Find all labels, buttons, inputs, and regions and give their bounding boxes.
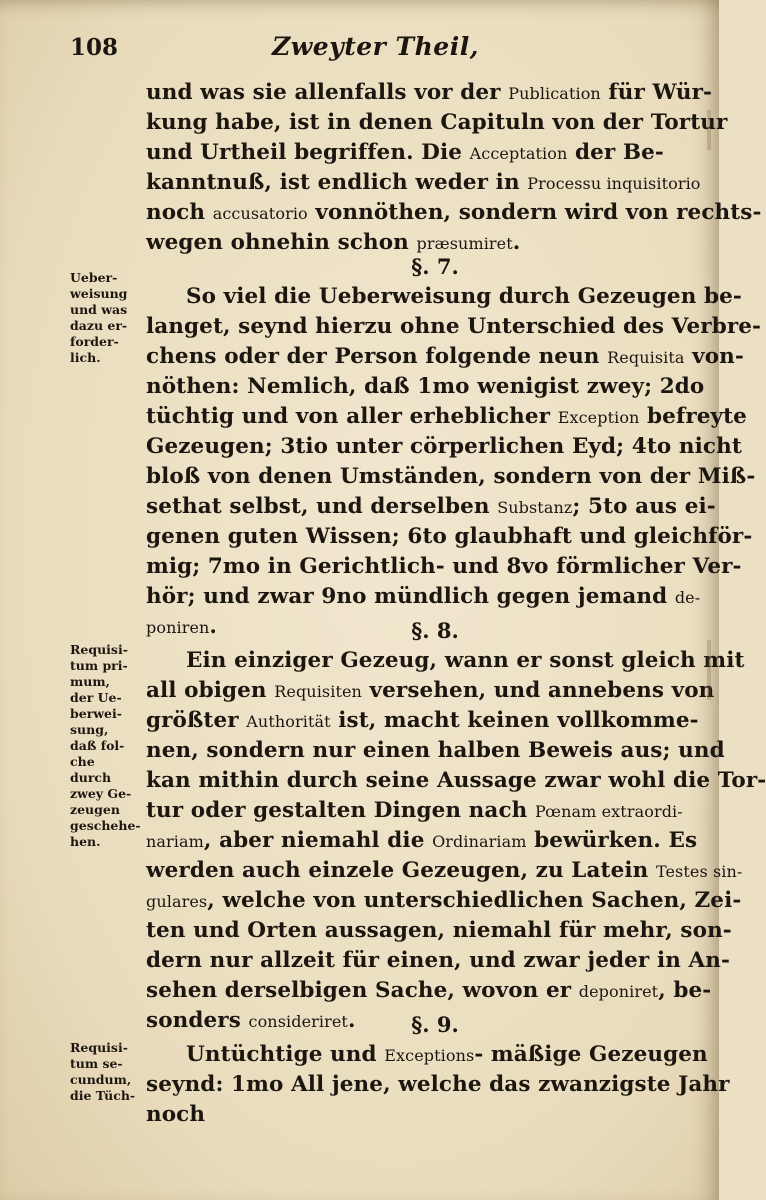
text-line [146,462,756,492]
text-line [146,916,732,946]
text-segment: chens oder der Person folgende neun [146,344,608,369]
text-line [146,282,742,312]
latin-term: Substanz [497,498,573,517]
text-segment: . [209,614,218,639]
latin-term: deponiret [578,982,659,1001]
latin-term: Ordinariam [432,832,527,851]
latin-term: Publication [508,84,601,103]
text-segment: So viel die Ueberweisung durch Gezeugen be- [186,284,742,309]
section-7 [146,252,762,642]
text-segment: kanntnuß, ist endlich weder in [146,170,528,195]
section-7-mark: §. 7. [411,254,459,279]
latin-term: Pœnam extraordi- [534,802,683,821]
latin-term: Authorität [246,712,331,731]
text-line [146,706,699,736]
latin-term: Exception [557,408,640,427]
margin-note-line: und was [70,302,128,317]
margin-note-line: daß fol- [70,738,125,753]
text-segment: von- [684,344,744,369]
text-line [146,198,762,228]
margin-note-line: mum, [70,674,110,689]
text-line [146,78,713,108]
text-line [146,582,701,612]
text-segment: größter [146,708,247,733]
text-segment: tur oder gestalten Dingen nach [146,798,535,823]
text-line [146,676,715,706]
margin-note-line: der Ue- [70,690,122,705]
page-edge-shadow [707,640,711,700]
text-segment: . [512,230,521,255]
text-segment: Gezeugen; 3tio unter cörperlichen Eyd; 4to nicht [146,434,742,459]
text-line [146,736,725,766]
text-line [146,342,744,372]
text-segment: , welche von unterschiedlichen Sachen, Zei- [207,888,742,913]
text-line [146,432,742,462]
text-segment: versehen, und annebens von [361,678,715,703]
latin-term: Processu inquisitorio [527,174,701,193]
text-segment: Ein einziger Gezeug, wann er sonst gleich mit [186,648,745,673]
margin-note-line: forder- [70,334,119,349]
text-line [146,552,742,582]
text-segment: langet, seynd hierzu ohne Unterschied des Verbre- [146,314,762,339]
page-header [0,28,719,68]
margin-note-line: tum se- [70,1056,123,1071]
text-line [146,976,712,1006]
text-line [146,138,694,168]
margin-note-line: zeugen [70,802,120,817]
text-line [146,826,698,856]
section-9 [146,1010,730,1130]
margin-note-line: sung, [70,722,109,737]
text-line [146,402,747,432]
text-segment: wegen ohnehin schon [146,230,417,255]
text-segment: ist, macht keinen vollkomme- [330,708,699,733]
latin-term: gulares [146,892,208,911]
latin-term: Requisita [607,348,685,367]
text-segment: und was sie allenfalls vor der [146,80,509,105]
text-line [146,856,743,886]
latin-term: Requisiten [274,682,362,701]
text-segment: . [347,1008,356,1033]
text-segment: bewürken. Es [526,828,698,853]
text-segment: mig; 7mo in Gerichtlich- und 8vo förmlicher Ver- [146,554,742,579]
text-line [146,492,716,522]
text-segment: Untüchtige und [186,1042,385,1067]
latin-term: Exceptions [384,1046,475,1065]
margin-note-line: geschehe- [70,818,141,833]
margin-note-line: Requisi- [70,1040,128,1055]
running-head: Zweyter Theil, [272,32,479,61]
text-segment: noch [146,200,213,225]
latin-term: de- [674,588,701,607]
text-line [146,646,745,676]
text-segment: vonnöthen, sondern wird von rechts- [307,200,762,225]
text-line [146,766,766,796]
margin-note-line: Ueber- [70,270,118,285]
text-line [146,522,753,552]
latin-term: Acceptation [469,144,568,163]
page-number: 108 [70,34,119,61]
section-9-mark: §. 9. [411,1012,459,1037]
margin-note-line: weisung [70,286,128,301]
text-segment: und Urtheil begriffen. Die [146,140,470,165]
text-segment: nöthen: Nemlich, daß 1mo wenigist zwey; 2do [146,374,705,399]
text-segment: dern nur allzeit für einen, und zwar jeder in An- [146,948,731,973]
text-segment: bloß von denen Umständen, sondern von der Miß- [146,464,756,489]
text-segment: befreyte [639,404,747,429]
text-line [146,108,728,138]
margin-note-line: lich. [70,350,101,365]
text-segment: nen, sondern nur einen halben Beweis aus; und [146,738,725,763]
text-line [146,796,694,826]
text-segment: werden auch einzele Gezeugen, zu Latein [146,858,656,883]
latin-term: consideriret [248,1012,348,1031]
latin-term: poniren [146,618,210,637]
text-line [146,1070,730,1100]
margin-note-section-8 [70,642,144,850]
margin-note-section-9 [70,1040,144,1104]
margin-note-line: cundum, [70,1072,132,1087]
text-segment: für Wür- [600,80,713,105]
margin-note-line: dazu er- [70,318,128,333]
text-segment: ten und Orten aussagen, niemahl für mehr, son- [146,918,732,943]
margin-note-line: hen. [70,834,101,849]
text-line [146,1040,708,1070]
page-edge-shadow [707,110,711,150]
text-segment: sethat selbst, und derselben [146,494,498,519]
margin-note-line: che [70,754,95,769]
text-line [146,886,742,916]
margin-note-line: berwei- [70,706,122,721]
text-segment: sehen derselbigen Sache, wovon er [146,978,579,1003]
text-segment: , be- [658,978,712,1003]
margin-note-line: die Tüch- [70,1088,136,1103]
text-segment: seynd: 1mo All jene, welche das zwanzigste Jahr [146,1072,730,1097]
text-line [146,372,705,402]
text-segment: sonders [146,1008,249,1033]
top-paragraph [146,78,762,258]
margin-note-section-7 [70,270,144,366]
margin-note-line: Requisi- [70,642,128,657]
text-segment: all obigen [146,678,275,703]
text-segment: noch [146,1102,206,1127]
text-segment: der Be- [567,140,664,165]
section-8-mark: §. 8. [411,618,459,643]
text-line [146,1100,694,1130]
text-segment: tüchtig und von aller erheblicher [146,404,558,429]
text-segment: , aber niemahl die [203,828,433,853]
section-8 [146,616,766,1036]
text-segment: - mäßige Gezeugen [474,1042,708,1067]
text-segment: kung habe, ist in denen Capituln von der Tortur [146,110,728,135]
text-segment: kan mithin durch seine Aussage zwar wohl die Tor- [146,768,766,793]
latin-term: præsumiret [416,234,513,253]
text-line [146,168,701,198]
text-segment: hör; und zwar 9no mündlich gegen jemand [146,584,675,609]
text-line [146,946,731,976]
margin-note-line: zwey Ge- [70,786,132,801]
margin-note-line: tum pri- [70,658,128,673]
latin-term: accusatorio [212,204,308,223]
text-segment: ; 5to aus ei- [572,494,716,519]
margin-note-line: durch [70,770,112,785]
text-segment: genen guten Wissen; 6to glaubhaft und gleichför- [146,524,753,549]
latin-term: Testes sin- [655,862,743,881]
text-line [146,312,762,342]
latin-term: nariam [146,832,204,851]
